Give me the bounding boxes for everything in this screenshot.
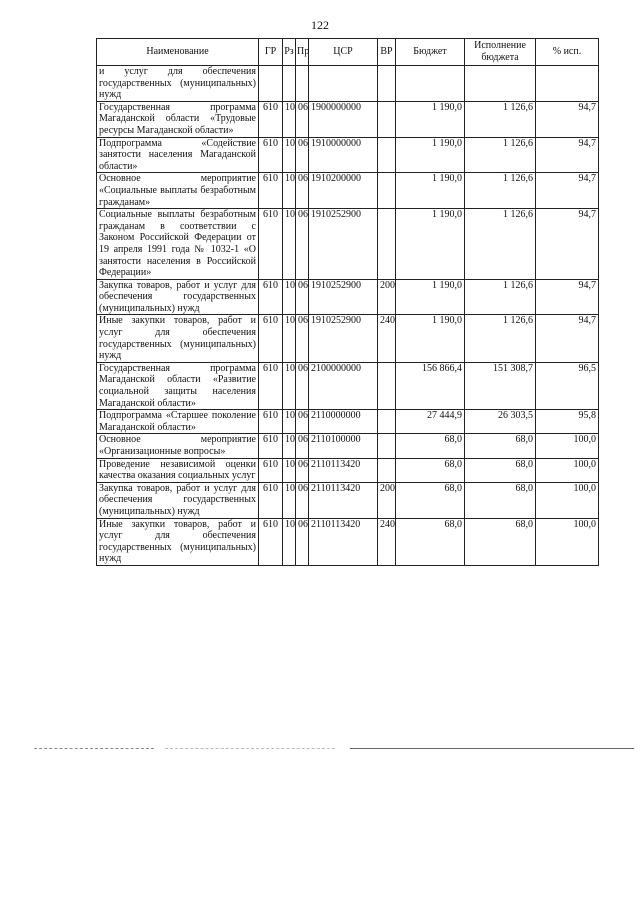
table-row (97, 137, 599, 173)
cell-name: Государственная программа Магаданской области «Развитие социальной защиты населения Магаданской области» (97, 362, 259, 409)
cell-rz: 10 (283, 137, 296, 173)
cell-csr: 2110000000 (309, 410, 378, 434)
cell-csr: 1910000000 (309, 137, 378, 173)
cell-vr: 200 (378, 279, 396, 315)
cell-csr: 1910252900 (309, 315, 378, 362)
cell-percent: 100,0 (536, 518, 599, 565)
header-gr: ГР (259, 39, 283, 66)
cell-pr (296, 66, 309, 102)
cell-name: Подпрограмма «Содействие занятости населения Магаданской области» (97, 137, 259, 173)
cell-pr: 06 (296, 362, 309, 409)
cell-vr (378, 173, 396, 209)
table-row (97, 101, 599, 137)
header-rz: Рз (283, 39, 296, 66)
cell-gr: 610 (259, 101, 283, 137)
cell-vr (378, 66, 396, 102)
cell-rz: 10 (283, 410, 296, 434)
divider-line-middle (165, 748, 335, 749)
table-row (97, 482, 599, 518)
table-row (97, 209, 599, 280)
cell-percent: 94,7 (536, 315, 599, 362)
table-header-row (97, 39, 599, 66)
cell-name: Подпрограмма «Старшее поколение Магаданской области» (97, 410, 259, 434)
cell-budget: 68,0 (396, 458, 465, 482)
page-number: 122 (311, 18, 329, 32)
table-row (97, 173, 599, 209)
cell-percent: 94,7 (536, 137, 599, 173)
cell-percent: 94,7 (536, 173, 599, 209)
cell-execution: 1 126,6 (465, 209, 536, 280)
cell-name: и услуг для обеспечения государственных (муниципальных) нужд (97, 66, 259, 102)
cell-percent (536, 66, 599, 102)
cell-gr: 610 (259, 482, 283, 518)
cell-pr: 06 (296, 518, 309, 565)
cell-csr: 2110113420 (309, 518, 378, 565)
cell-pr: 06 (296, 209, 309, 280)
cell-name: Иные закупки товаров, работ и услуг для обеспечения государственных (муниципальных) нужд (97, 518, 259, 565)
cell-csr: 2110113420 (309, 458, 378, 482)
cell-csr: 1910252900 (309, 209, 378, 280)
cell-rz: 10 (283, 458, 296, 482)
cell-gr: 610 (259, 362, 283, 409)
cell-gr: 610 (259, 410, 283, 434)
divider-line-right (350, 748, 634, 749)
divider-line-left (34, 748, 154, 749)
cell-budget: 1 190,0 (396, 173, 465, 209)
header-percent: % исп. (536, 39, 599, 66)
cell-pr: 06 (296, 458, 309, 482)
cell-gr: 610 (259, 434, 283, 458)
header-execution: Исполнение бюджета (465, 39, 536, 66)
table-row (97, 434, 599, 458)
cell-rz: 10 (283, 315, 296, 362)
table-row (97, 410, 599, 434)
cell-gr: 610 (259, 209, 283, 280)
cell-execution: 151 308,7 (465, 362, 536, 409)
cell-execution: 1 126,6 (465, 279, 536, 315)
cell-gr (259, 66, 283, 102)
cell-rz: 10 (283, 518, 296, 565)
cell-budget: 1 190,0 (396, 209, 465, 280)
cell-execution: 1 126,6 (465, 101, 536, 137)
cell-name: Государственная программа Магаданской области «Трудовые ресурсы Магаданской области» (97, 101, 259, 137)
cell-budget (396, 66, 465, 102)
table-row (97, 518, 599, 565)
cell-percent: 100,0 (536, 458, 599, 482)
cell-pr: 06 (296, 137, 309, 173)
cell-rz: 10 (283, 101, 296, 137)
cell-pr: 06 (296, 482, 309, 518)
cell-budget: 156 866,4 (396, 362, 465, 409)
cell-gr: 610 (259, 458, 283, 482)
cell-percent: 96,5 (536, 362, 599, 409)
cell-execution: 1 126,6 (465, 137, 536, 173)
cell-name: Основное мероприятие «Социальные выплаты безработным гражданам» (97, 173, 259, 209)
header-name: Наименование (97, 39, 259, 66)
cell-budget: 1 190,0 (396, 101, 465, 137)
cell-csr: 2110113420 (309, 482, 378, 518)
cell-pr: 06 (296, 101, 309, 137)
cell-name: Закупка товаров, работ и услуг для обеспечения государственных (муниципальных) нужд (97, 279, 259, 315)
cell-execution: 26 303,5 (465, 410, 536, 434)
cell-percent: 94,7 (536, 101, 599, 137)
cell-name: Основное мероприятие «Организационные вопросы» (97, 434, 259, 458)
cell-percent: 95,8 (536, 410, 599, 434)
cell-name: Проведение независимой оценки качества оказания социальных услуг (97, 458, 259, 482)
cell-csr: 2100000000 (309, 362, 378, 409)
cell-csr: 1900000000 (309, 101, 378, 137)
cell-percent: 94,7 (536, 209, 599, 280)
cell-execution: 68,0 (465, 458, 536, 482)
cell-rz: 10 (283, 434, 296, 458)
cell-budget: 68,0 (396, 482, 465, 518)
cell-budget: 68,0 (396, 434, 465, 458)
cell-execution: 68,0 (465, 518, 536, 565)
cell-pr: 06 (296, 410, 309, 434)
cell-rz: 10 (283, 482, 296, 518)
cell-pr: 06 (296, 279, 309, 315)
cell-budget: 27 444,9 (396, 410, 465, 434)
cell-percent: 100,0 (536, 434, 599, 458)
cell-csr: 1910200000 (309, 173, 378, 209)
header-vr: ВР (378, 39, 396, 66)
cell-vr (378, 362, 396, 409)
cell-name: Иные закупки товаров, работ и услуг для обеспечения государственных (муниципальных) нужд (97, 315, 259, 362)
cell-vr (378, 410, 396, 434)
cell-execution: 1 126,6 (465, 315, 536, 362)
cell-gr: 610 (259, 137, 283, 173)
cell-execution: 1 126,6 (465, 173, 536, 209)
cell-execution (465, 66, 536, 102)
table-row (97, 458, 599, 482)
cell-vr: 240 (378, 518, 396, 565)
cell-gr: 610 (259, 315, 283, 362)
header-csr: ЦСР (309, 39, 378, 66)
cell-gr: 610 (259, 279, 283, 315)
cell-rz: 10 (283, 173, 296, 209)
table-row (97, 66, 599, 102)
table-row (97, 279, 599, 315)
budget-table (96, 38, 599, 566)
cell-execution: 68,0 (465, 482, 536, 518)
cell-gr: 610 (259, 173, 283, 209)
cell-budget: 68,0 (396, 518, 465, 565)
header-pr: Пр (296, 39, 309, 66)
cell-rz (283, 66, 296, 102)
cell-csr (309, 66, 378, 102)
cell-percent: 94,7 (536, 279, 599, 315)
cell-budget: 1 190,0 (396, 279, 465, 315)
cell-vr: 200 (378, 482, 396, 518)
cell-execution: 68,0 (465, 434, 536, 458)
cell-vr (378, 458, 396, 482)
header-budget: Бюджет (396, 39, 465, 66)
cell-pr: 06 (296, 315, 309, 362)
cell-vr (378, 137, 396, 173)
cell-pr: 06 (296, 434, 309, 458)
cell-csr: 2110100000 (309, 434, 378, 458)
cell-name: Закупка товаров, работ и услуг для обеспечения государственных (муниципальных) нужд (97, 482, 259, 518)
table-row (97, 315, 599, 362)
cell-pr: 06 (296, 173, 309, 209)
table-row (97, 362, 599, 409)
cell-budget: 1 190,0 (396, 315, 465, 362)
cell-gr: 610 (259, 518, 283, 565)
cell-csr: 1910252900 (309, 279, 378, 315)
cell-rz: 10 (283, 362, 296, 409)
cell-percent: 100,0 (536, 482, 599, 518)
cell-budget: 1 190,0 (396, 137, 465, 173)
cell-vr (378, 101, 396, 137)
cell-rz: 10 (283, 279, 296, 315)
cell-vr (378, 434, 396, 458)
cell-rz: 10 (283, 209, 296, 280)
cell-name: Социальные выплаты безработным гражданам в соответствии с Законом Российской Федерации от 19 апреля 1991 года № 1032-1 «О занятости населения в Российской Федерации» (97, 209, 259, 280)
cell-vr: 240 (378, 315, 396, 362)
cell-vr (378, 209, 396, 280)
